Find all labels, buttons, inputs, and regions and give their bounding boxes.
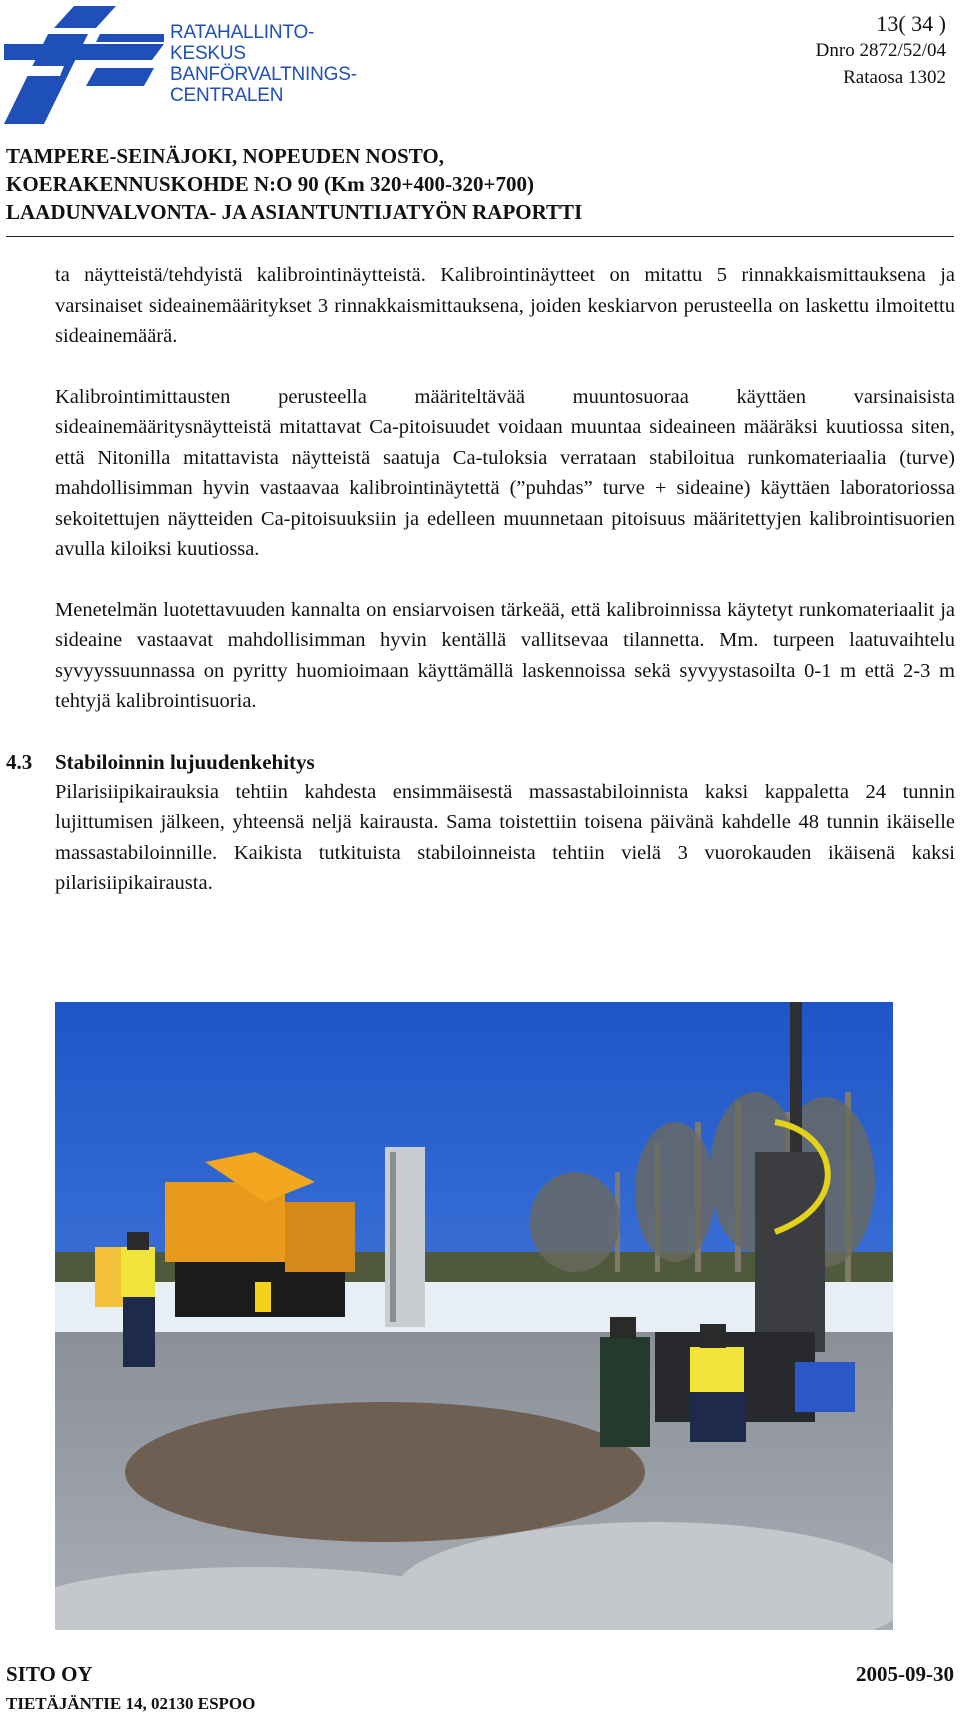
footer-date: 2005-09-30 bbox=[856, 1662, 954, 1686]
org-name-line: BANFÖRVALTNINGS- bbox=[170, 64, 357, 85]
org-name-block bbox=[170, 22, 357, 106]
org-name-line: RATAHALLINTO- bbox=[170, 22, 315, 43]
paragraph: Kalibrointimittausten perusteella määriteltävää muuntosuoraa käyttäen varsinaisista sideainemääritysnäytteistä mitattavat Ca-pitoisuudet voidaan muuntaa sideaineen määräksi kuutiossa siten, että Nitonilla mitattavista näytteistä saatuja Ca-tuloksia verrataan stabiloitua runkomateriaalia (turve) mahdollisimman hyvin vastaavaa kalibrointinäytettä (”puhdas” turve + sideaine) käyttäen laboratoriossa sekoitettujen näytteiden Ca-pitoisuuksiin ja edelleen muunnetaan pitoisuus määritettyjen kalibrointisuorien avulla kiloiksi kuutiossa. bbox=[55, 385, 955, 560]
document-body bbox=[6, 260, 955, 929]
section-title: Stabiloinnin lujuudenkehitys bbox=[55, 749, 315, 774]
org-name-line: CENTRALEN bbox=[170, 85, 284, 106]
ratahallintokeskus-logo bbox=[4, 6, 164, 134]
paragraph: Pilarisiipikairauksia tehtiin kahdesta ensimmäisestä massastabiloinnista kaksi kappaletta 24 tunnin lujittumisen jälkeen, yhteensä neljä kairausta. Sama toistettiin toisena päivänä kahdelle 48 tunnin ikäiselle massastabiloinnille. Kaikista tutkituista stabiloinneista tehtiin vielä 3 vuorokauden ikäisenä kaksi pilarisiipikairausta. bbox=[55, 780, 955, 894]
paragraph: Menetelmän luotettavuuden kannalta on ensiarvoisen tärkeää, että kalibroinnissa käytetyt runkomateriaalit ja sideaine vastaavat mahdollisimman hyvin kentällä vallitsevaa tilannetta. Mm. turpeen laatuvaihtelu syvyyssuunnassa on pyritty huomioimaan käyttämällä laskennoissa sekä syvyystasoilta 0-1 m että 2-3 m tehtyjä kalibrointisuoria. bbox=[55, 598, 955, 712]
site-photo bbox=[55, 1002, 893, 1630]
document-number: Dnro 2872/52/04 bbox=[815, 40, 946, 61]
report-title-line: LAADUNVALVONTA- JA ASIANTUNTIJATYÖN RAPORTTI bbox=[6, 200, 583, 224]
track-section: Rataosa 1302 bbox=[843, 67, 946, 88]
section-number: 4.3 bbox=[6, 749, 33, 774]
footer-company: SITO OY bbox=[6, 1662, 93, 1686]
report-title-line: KOERAKENNUSKOHDE N:O 90 (Km 320+400-320+700) bbox=[6, 172, 534, 196]
page-meta bbox=[816, 10, 946, 91]
org-name-line: KESKUS bbox=[170, 43, 246, 64]
footer-address: TIETÄJÄNTIE 14, 02130 ESPOO bbox=[6, 1694, 256, 1713]
section-heading bbox=[6, 747, 955, 777]
page-number: 13( 34 ) bbox=[876, 11, 946, 36]
paragraph: ta näytteistä/tehdyistä kalibrointinäytteistä. Kalibrointinäytteet on mitattu 5 rinnakkaismittauksena ja varsinaiset sideainemääritykset 3 rinnakkaismittauksena, joiden keskiarvon perusteella on laskettu ilmoitettu sideainemäärä. bbox=[55, 264, 955, 347]
header-divider bbox=[6, 236, 954, 237]
report-title-block bbox=[6, 142, 582, 226]
report-title-line: TAMPERE-SEINÄJOKI, NOPEUDEN NOSTO, bbox=[6, 144, 444, 168]
